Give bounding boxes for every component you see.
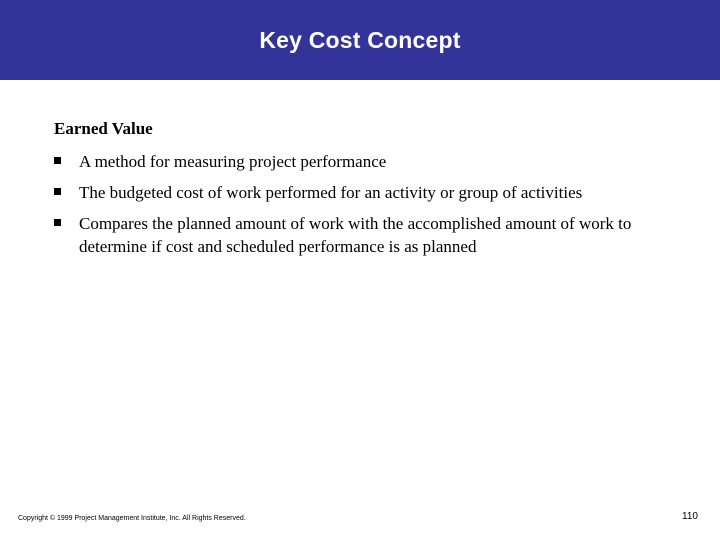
section-heading: Earned Value [54,119,153,138]
bullet-text: A method for measuring project performance [79,152,387,171]
bullet-item [54,181,684,204]
slide-title: Key Cost Concept [259,26,461,53]
bullet-text: Compares the planned amount of work with the accomplished amount of work to determine if cost and scheduled performance is as planned [79,214,632,256]
square-bullet-icon [54,157,61,164]
title-bar [0,0,720,80]
copyright-notice: Copyright © 1999 Project Management Institute, Inc. All Rights Reserved. [18,515,246,522]
square-bullet-icon [54,188,61,195]
bullet-item [54,150,684,173]
bullet-item [54,212,684,258]
bullet-text: The budgeted cost of work performed for an activity or group of activities [79,183,583,202]
bullet-list [54,150,684,266]
page-number: 110 [682,511,698,522]
square-bullet-icon [54,219,61,226]
